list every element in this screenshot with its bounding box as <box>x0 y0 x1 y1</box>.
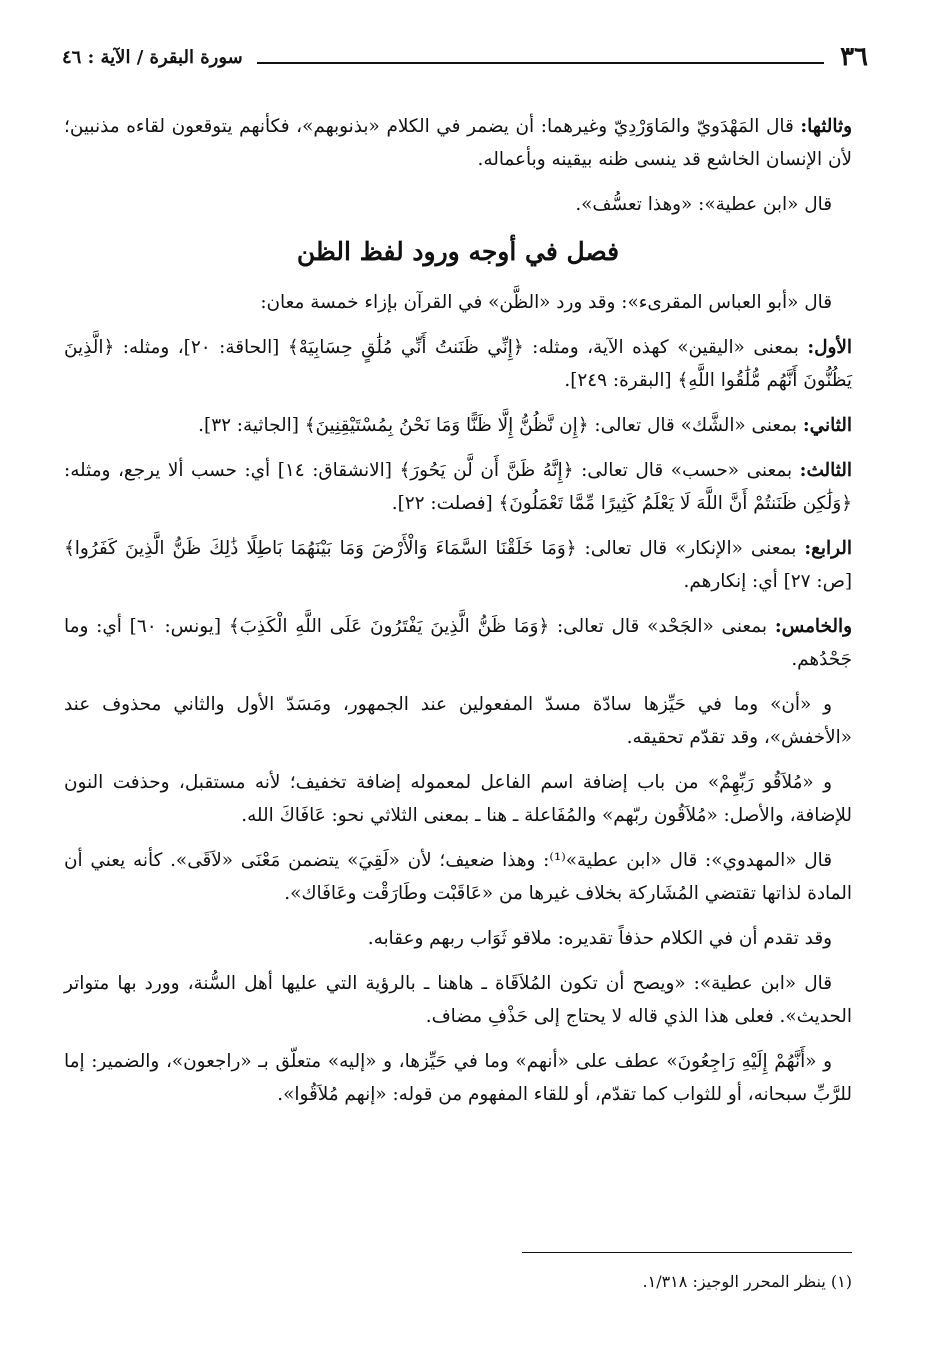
footnote-rule <box>522 1252 852 1253</box>
paragraph-lead: الثالث: <box>799 460 852 481</box>
paragraph-lead: الأول: <box>807 337 852 358</box>
running-header <box>62 40 868 74</box>
paragraph-ibn-atiyya <box>64 188 852 221</box>
paragraph-text: قال «ابن عطية»: «ويصح أن تكون المُلاَقَاة ـ هاهنا ـ بالرؤية التي عليها أهل السُّنة، وورد بها متواتر الحديث». فعلى هذا الذي قاله لا يحتاج إلى حَذْفِ مضاف. <box>64 973 852 1027</box>
paragraph-text: بمعنى «الإنكار» قال تعالى: ﴿وَمَا خَلَقْنَا السَّمَاءَ وَالْأَرْضَ وَمَا بَيْنَهُمَا بَاطِلًا ذَٰلِكَ ظَنُّ الَّذِينَ كَفَرُوا﴾ [ص: ٢٧] أي: إنكارهم. <box>64 538 852 592</box>
section-heading: فصل في أوجه ورود لفظ الظن <box>296 237 620 266</box>
paragraph-ruya <box>64 967 852 1033</box>
header-rule <box>257 50 824 64</box>
paragraph-lead: الثاني: <box>802 415 852 436</box>
paragraph-meaning-1 <box>64 331 852 397</box>
paragraph-text: بمعنى «الشَّك» قال تعالى: ﴿إِن نَّظُنُّ إِلَّا ظَنًّا وَمَا نَحْنُ بِمُسْتَيْقِنِينَ﴾ [الجاثية: ٣٢]. <box>198 415 803 436</box>
paragraph-text: قال «ابن عطية»: «وهذا تعسُّف». <box>575 194 832 215</box>
main-text <box>64 110 852 1123</box>
paragraph-hadhf <box>64 922 852 955</box>
paragraph-anna <box>64 688 852 754</box>
paragraph-third-opinion <box>64 110 852 176</box>
paragraph-text: وقد تقدم أن في الكلام حذفاً تقديره: ملاقو ثَوَاب ربهم وعقابه. <box>367 928 832 949</box>
page-number: ٣٦ <box>840 42 868 72</box>
paragraph-mulaqu <box>64 766 852 832</box>
paragraph-intro <box>64 286 852 319</box>
paragraph-lead: وثالثها: <box>800 116 852 137</box>
paragraph-text: بمعنى «حسب» قال تعالى: ﴿إِنَّهُ ظَنَّ أَن لَّن يَحُورَ﴾ [الانشقاق: ١٤] أي: حسب ألا يرجع، ومثله: ﴿وَلَٰكِن ظَنَنتُمْ أَنَّ اللَّهَ لَا يَعْلَمُ كَثِيرًا مِّمَّا تَعْمَلُونَ﴾ [فصلت: ٢٢]. <box>64 460 852 514</box>
paragraph-text: قال «أبو العباس المقرىء»: وقد ورد «الظَّن» في القرآن بإزاء خمسة معان: <box>260 292 832 313</box>
paragraph-meaning-3 <box>64 454 852 520</box>
paragraph-text: و «أن» وما في حَيِّزها سادّة مسدّ المفعولين عند الجمهور، ومَسَدّ الأول والثاني محذوف عند «الأخفش»، وقد تقدّم تحقيقه. <box>64 694 852 748</box>
paragraph-text: و «مُلاَقُو رَبِّهِمْ» من باب إضافة اسم الفاعل لمعموله إضافة تخفيف؛ لأنه مستقبل، وحذفت النون للإضافة، والأصل: «مُلاَقُون ربّهم» والمُفَاعلة ـ هنا ـ بمعنى الثلاثي نحو: عَافَاكَ الله. <box>64 772 852 826</box>
paragraph-meaning-2 <box>64 409 852 442</box>
running-title: سورة البقرة / الآية : ٤٦ <box>62 46 243 68</box>
paragraph-lead: الرابع: <box>804 538 852 559</box>
paragraph-text: بمعنى «الجَحْد» قال تعالى: ﴿وَمَا ظَنُّ الَّذِينَ يَفْتَرُونَ عَلَى اللَّهِ الْكَذِبَ﴾ [يونس: ٦٠] أي: وما جَحْدُهم. <box>64 616 852 670</box>
paragraph-meaning-4 <box>64 532 852 598</box>
paragraph-mahdawi <box>64 844 852 910</box>
paragraph-text: قال «المهدوي»: قال «ابن عطية»⁽¹⁾: وهذا ضعيف؛ لأن «لَقِيَ» يتضمن مَعْنَى «لاَقَى». كأنه يعني أن المادة لذاتها تقتضي المُشَاركة بخلاف غيرها من «عَاقَبْت وطَارَقْت وعَافَاك». <box>64 850 852 904</box>
paragraph-rajiun <box>64 1045 852 1111</box>
paragraph-meaning-5 <box>64 610 852 676</box>
paragraph-lead: والخامس: <box>774 616 852 637</box>
paragraph-text: بمعنى «اليقين» كهذه الآية، ومثله: ﴿إِنِّي ظَنَنتُ أَنِّي مُلَٰقٍ حِسَابِيَهْ﴾ [الحاقة: ٢٠]، ومثله: ﴿الَّذِينَ يَظُنُّونَ أَنَّهُم مُّلَٰقُوا اللَّهِ﴾ [البقرة: ٢٤٩]. <box>64 337 852 391</box>
footnote: (١) ينظر المحرر الوجيز: ١/٣١٨. <box>642 1272 852 1291</box>
paragraph-text: و «أَنَّهُمْ إِلَيْهِ رَاجِعُونَ» عطف على «أنهم» وما في حَيِّزها، و «إليه» متعلّق بـ «راجعون»، والضمير: إما للرَّبِّ سبحانه، أو للثواب كما تقدّم، أو للقاء المفهوم من قوله: «إنهم مُلاَقُوا». <box>64 1051 852 1105</box>
paragraph-text: قال المَهْدَويّ والمَاوَرْدِيّ وغيرهما: أن يضمر في الكلام «بذنوبهم»، فكأنهم يتوقعون لقاءه مذنبين؛ لأن الإنسان الخاشع قد ينسى ظنه بيقينه وبأعماله. <box>64 116 852 170</box>
